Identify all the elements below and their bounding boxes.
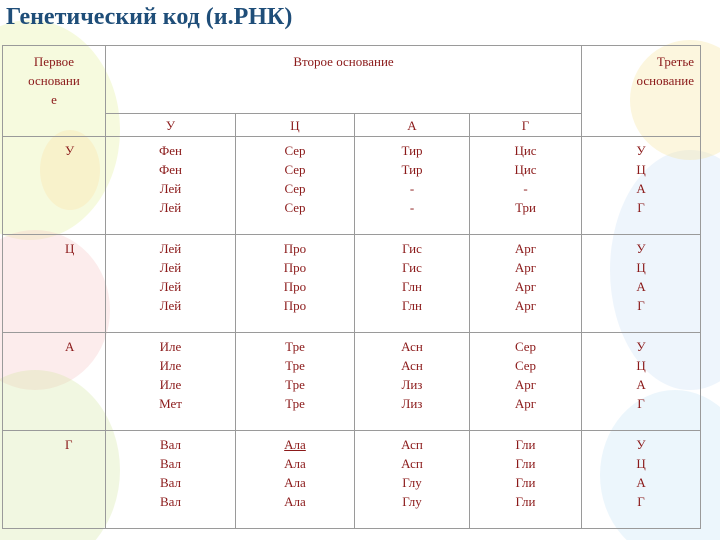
- amino-acid: Арг: [514, 241, 537, 256]
- header-text: Первое: [33, 54, 75, 69]
- amino-acid: Сер: [514, 358, 537, 373]
- second-base-u: У: [106, 114, 236, 137]
- codon-cell: [470, 137, 582, 235]
- codon-cell: [236, 431, 355, 529]
- amino-acid: Про: [283, 241, 307, 256]
- amino-acid: Асн: [401, 358, 423, 373]
- codon-cell: [355, 431, 470, 529]
- third-base: Г: [637, 494, 645, 509]
- amino-acid: Фен: [159, 143, 182, 158]
- amino-acid: Сер: [514, 339, 537, 354]
- codon-cell: [236, 137, 355, 235]
- header-text: основание: [636, 73, 695, 88]
- amino-acid: Арг: [514, 377, 537, 392]
- codon-cell: [106, 137, 236, 235]
- amino-acid: Сер: [284, 143, 306, 158]
- amino-acid: Лей: [159, 200, 182, 215]
- genetic-code-table: [2, 45, 701, 529]
- amino-acid: Цис: [514, 143, 537, 158]
- third-base-cell: [582, 431, 701, 529]
- amino-acid: Глу: [402, 475, 422, 490]
- first-base-cell: А: [3, 333, 106, 431]
- amino-acid: Лей: [159, 298, 182, 313]
- amino-acid: Арг: [514, 260, 537, 275]
- amino-acid: -: [523, 181, 528, 196]
- third-base-cell: [582, 137, 701, 235]
- third-base-cell: [582, 333, 701, 431]
- third-base: Ц: [636, 260, 646, 275]
- amino-acid: Лей: [159, 260, 182, 275]
- amino-acid: Лей: [159, 241, 182, 256]
- third-base: У: [636, 339, 646, 354]
- codon-cell: [236, 333, 355, 431]
- amino-acid: Иле: [159, 377, 182, 392]
- amino-acid: Лиз: [401, 377, 423, 392]
- third-base: А: [636, 475, 646, 490]
- first-base-cell: У: [3, 137, 106, 235]
- amino-acid: Тре: [285, 339, 305, 354]
- amino-acid: Тре: [285, 358, 305, 373]
- table-row: [3, 235, 701, 333]
- amino-acid: Тир: [401, 162, 423, 177]
- amino-acid: Глу: [402, 494, 422, 509]
- amino-acid: Гли: [515, 494, 536, 509]
- third-base-cell: [582, 235, 701, 333]
- amino-acid: Асп: [401, 437, 423, 452]
- amino-acid: Ала: [284, 437, 306, 452]
- amino-acid: Иле: [159, 339, 182, 354]
- third-base: Г: [637, 396, 645, 411]
- amino-acid: Про: [283, 298, 307, 313]
- amino-acid: Гли: [515, 437, 536, 452]
- first-base-cell: Г: [3, 431, 106, 529]
- amino-acid: Про: [283, 260, 307, 275]
- header-row: [3, 46, 701, 114]
- amino-acid: Гис: [402, 241, 422, 256]
- third-base: У: [636, 437, 646, 452]
- amino-acid: Вал: [159, 475, 182, 490]
- second-base-a: А: [355, 114, 470, 137]
- amino-acid: Арг: [514, 396, 537, 411]
- amino-acid: Гли: [515, 456, 536, 471]
- third-base: А: [636, 377, 646, 392]
- amino-acid: Тре: [285, 377, 305, 392]
- amino-acid: Асн: [401, 339, 423, 354]
- first-base-cell: Ц: [3, 235, 106, 333]
- amino-acid: Мет: [159, 396, 182, 411]
- second-base-header: Второе основание: [106, 46, 582, 114]
- amino-acid: Лиз: [401, 396, 423, 411]
- codon-cell: [470, 431, 582, 529]
- page-title: Генетический код (и.РНК): [6, 4, 293, 30]
- amino-acid: Гис: [402, 260, 422, 275]
- amino-acid: Про: [283, 279, 307, 294]
- amino-acid: Тре: [285, 396, 305, 411]
- amino-acid: Ала: [284, 475, 306, 490]
- amino-acid: Цис: [514, 162, 537, 177]
- codon-cell: [470, 333, 582, 431]
- codon-cell: [106, 333, 236, 431]
- first-base-header: [3, 46, 106, 137]
- third-base: У: [636, 241, 646, 256]
- amino-acid: Ала: [284, 494, 306, 509]
- codon-cell: [470, 235, 582, 333]
- amino-acid: Глн: [402, 298, 422, 313]
- amino-acid: Вал: [159, 437, 182, 452]
- codon-cell: [106, 431, 236, 529]
- header-text: е: [51, 92, 57, 107]
- amino-acid: Вал: [159, 494, 182, 509]
- amino-acid: Асп: [401, 456, 423, 471]
- amino-acid: Глн: [402, 279, 422, 294]
- amino-acid: Лей: [159, 279, 182, 294]
- amino-acid: -: [409, 200, 415, 215]
- third-base: Ц: [636, 358, 646, 373]
- amino-acid: Сер: [284, 200, 306, 215]
- amino-acid: Три: [515, 200, 536, 215]
- header-text: основани: [28, 73, 80, 88]
- amino-acid: Сер: [284, 181, 306, 196]
- amino-acid: Арг: [514, 279, 537, 294]
- header-text: Третье: [656, 54, 695, 69]
- amino-acid: Тир: [401, 143, 423, 158]
- third-base-header: [582, 46, 701, 137]
- amino-acid: Гли: [515, 475, 536, 490]
- table-row: [3, 137, 701, 235]
- table-row: [3, 431, 701, 529]
- third-base: Г: [637, 200, 645, 215]
- codon-cell: [355, 235, 470, 333]
- amino-acid: Вал: [159, 456, 182, 471]
- third-base: Ц: [636, 162, 646, 177]
- codon-cell: [355, 333, 470, 431]
- third-base: У: [636, 143, 646, 158]
- amino-acid: Арг: [514, 298, 537, 313]
- amino-acid: Фен: [159, 162, 182, 177]
- amino-acid: Сер: [284, 162, 306, 177]
- codon-cell: [236, 235, 355, 333]
- second-base-c: Ц: [236, 114, 355, 137]
- third-base: Г: [637, 298, 645, 313]
- second-base-g: Г: [470, 114, 582, 137]
- third-base: Ц: [636, 456, 646, 471]
- codon-cell: [106, 235, 236, 333]
- codon-cell: [355, 137, 470, 235]
- table-row: [3, 333, 701, 431]
- amino-acid: Иле: [159, 358, 182, 373]
- amino-acid: Ала: [284, 456, 306, 471]
- amino-acid: -: [409, 181, 415, 196]
- third-base: А: [636, 279, 646, 294]
- amino-acid: Лей: [159, 181, 182, 196]
- third-base: А: [636, 181, 646, 196]
